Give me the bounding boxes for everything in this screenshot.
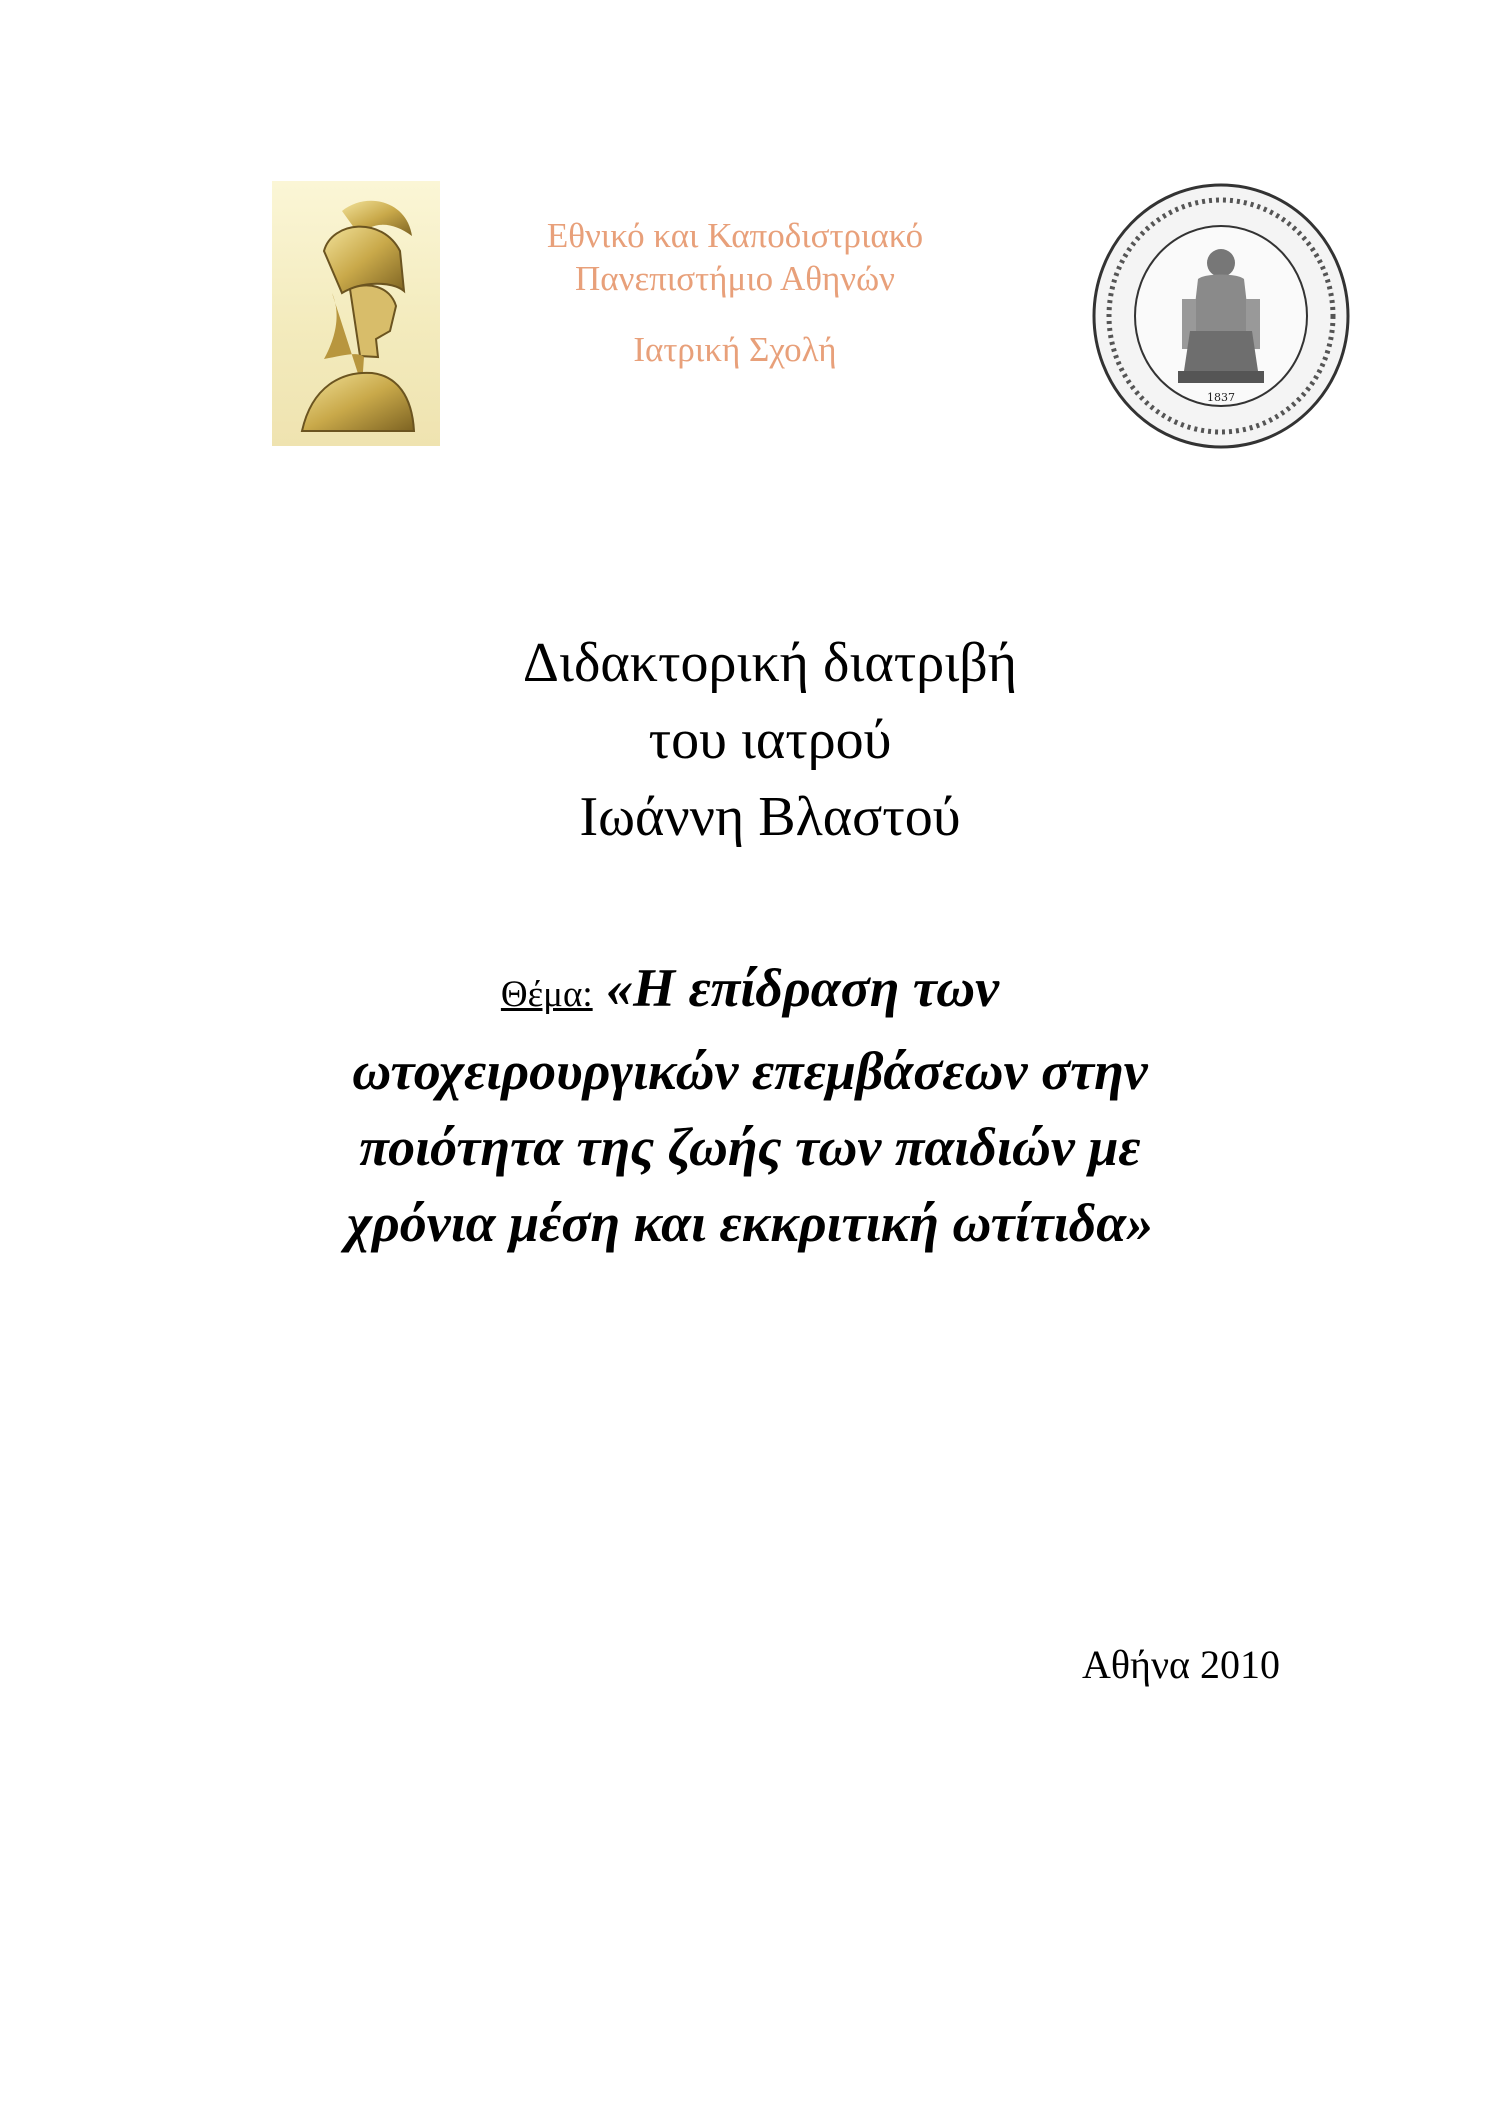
- athena-helmet-icon: [272, 181, 440, 446]
- university-seal-icon: [1090, 181, 1353, 451]
- university-name-line1: Εθνικό και Καποδιστριακό: [546, 216, 924, 255]
- author-name: Ιωάννη Βλαστού: [579, 786, 961, 848]
- title-line1: Διδακτορική διατριβή: [522, 632, 1018, 694]
- place-and-year: Αθήνα 2010: [1081, 1642, 1280, 1687]
- topic-line1: «Η επίδραση των: [606, 958, 1000, 1018]
- topic-line2: ωτοχειρουργικών επεμβάσεων στην: [352, 1041, 1148, 1101]
- school-name: Ιατρική Σχολή: [633, 330, 837, 369]
- topic-line3: ποιότητα της ζωής των παιδιών με: [359, 1117, 1141, 1177]
- university-name-line2: Πανεπιστήμιο Αθηνών: [575, 259, 895, 298]
- thesis-topic: [250, 950, 1250, 1261]
- thesis-title-block: [330, 625, 1210, 856]
- university-heading: [445, 214, 1025, 371]
- topic-line4: χρόνια μέση και εκκριτική ωτίτιδα»: [346, 1193, 1154, 1253]
- topic-label: Θέμα:: [500, 974, 593, 1015]
- seal-year: 1837: [1207, 391, 1235, 404]
- title-line2: του ιατρού: [648, 709, 892, 771]
